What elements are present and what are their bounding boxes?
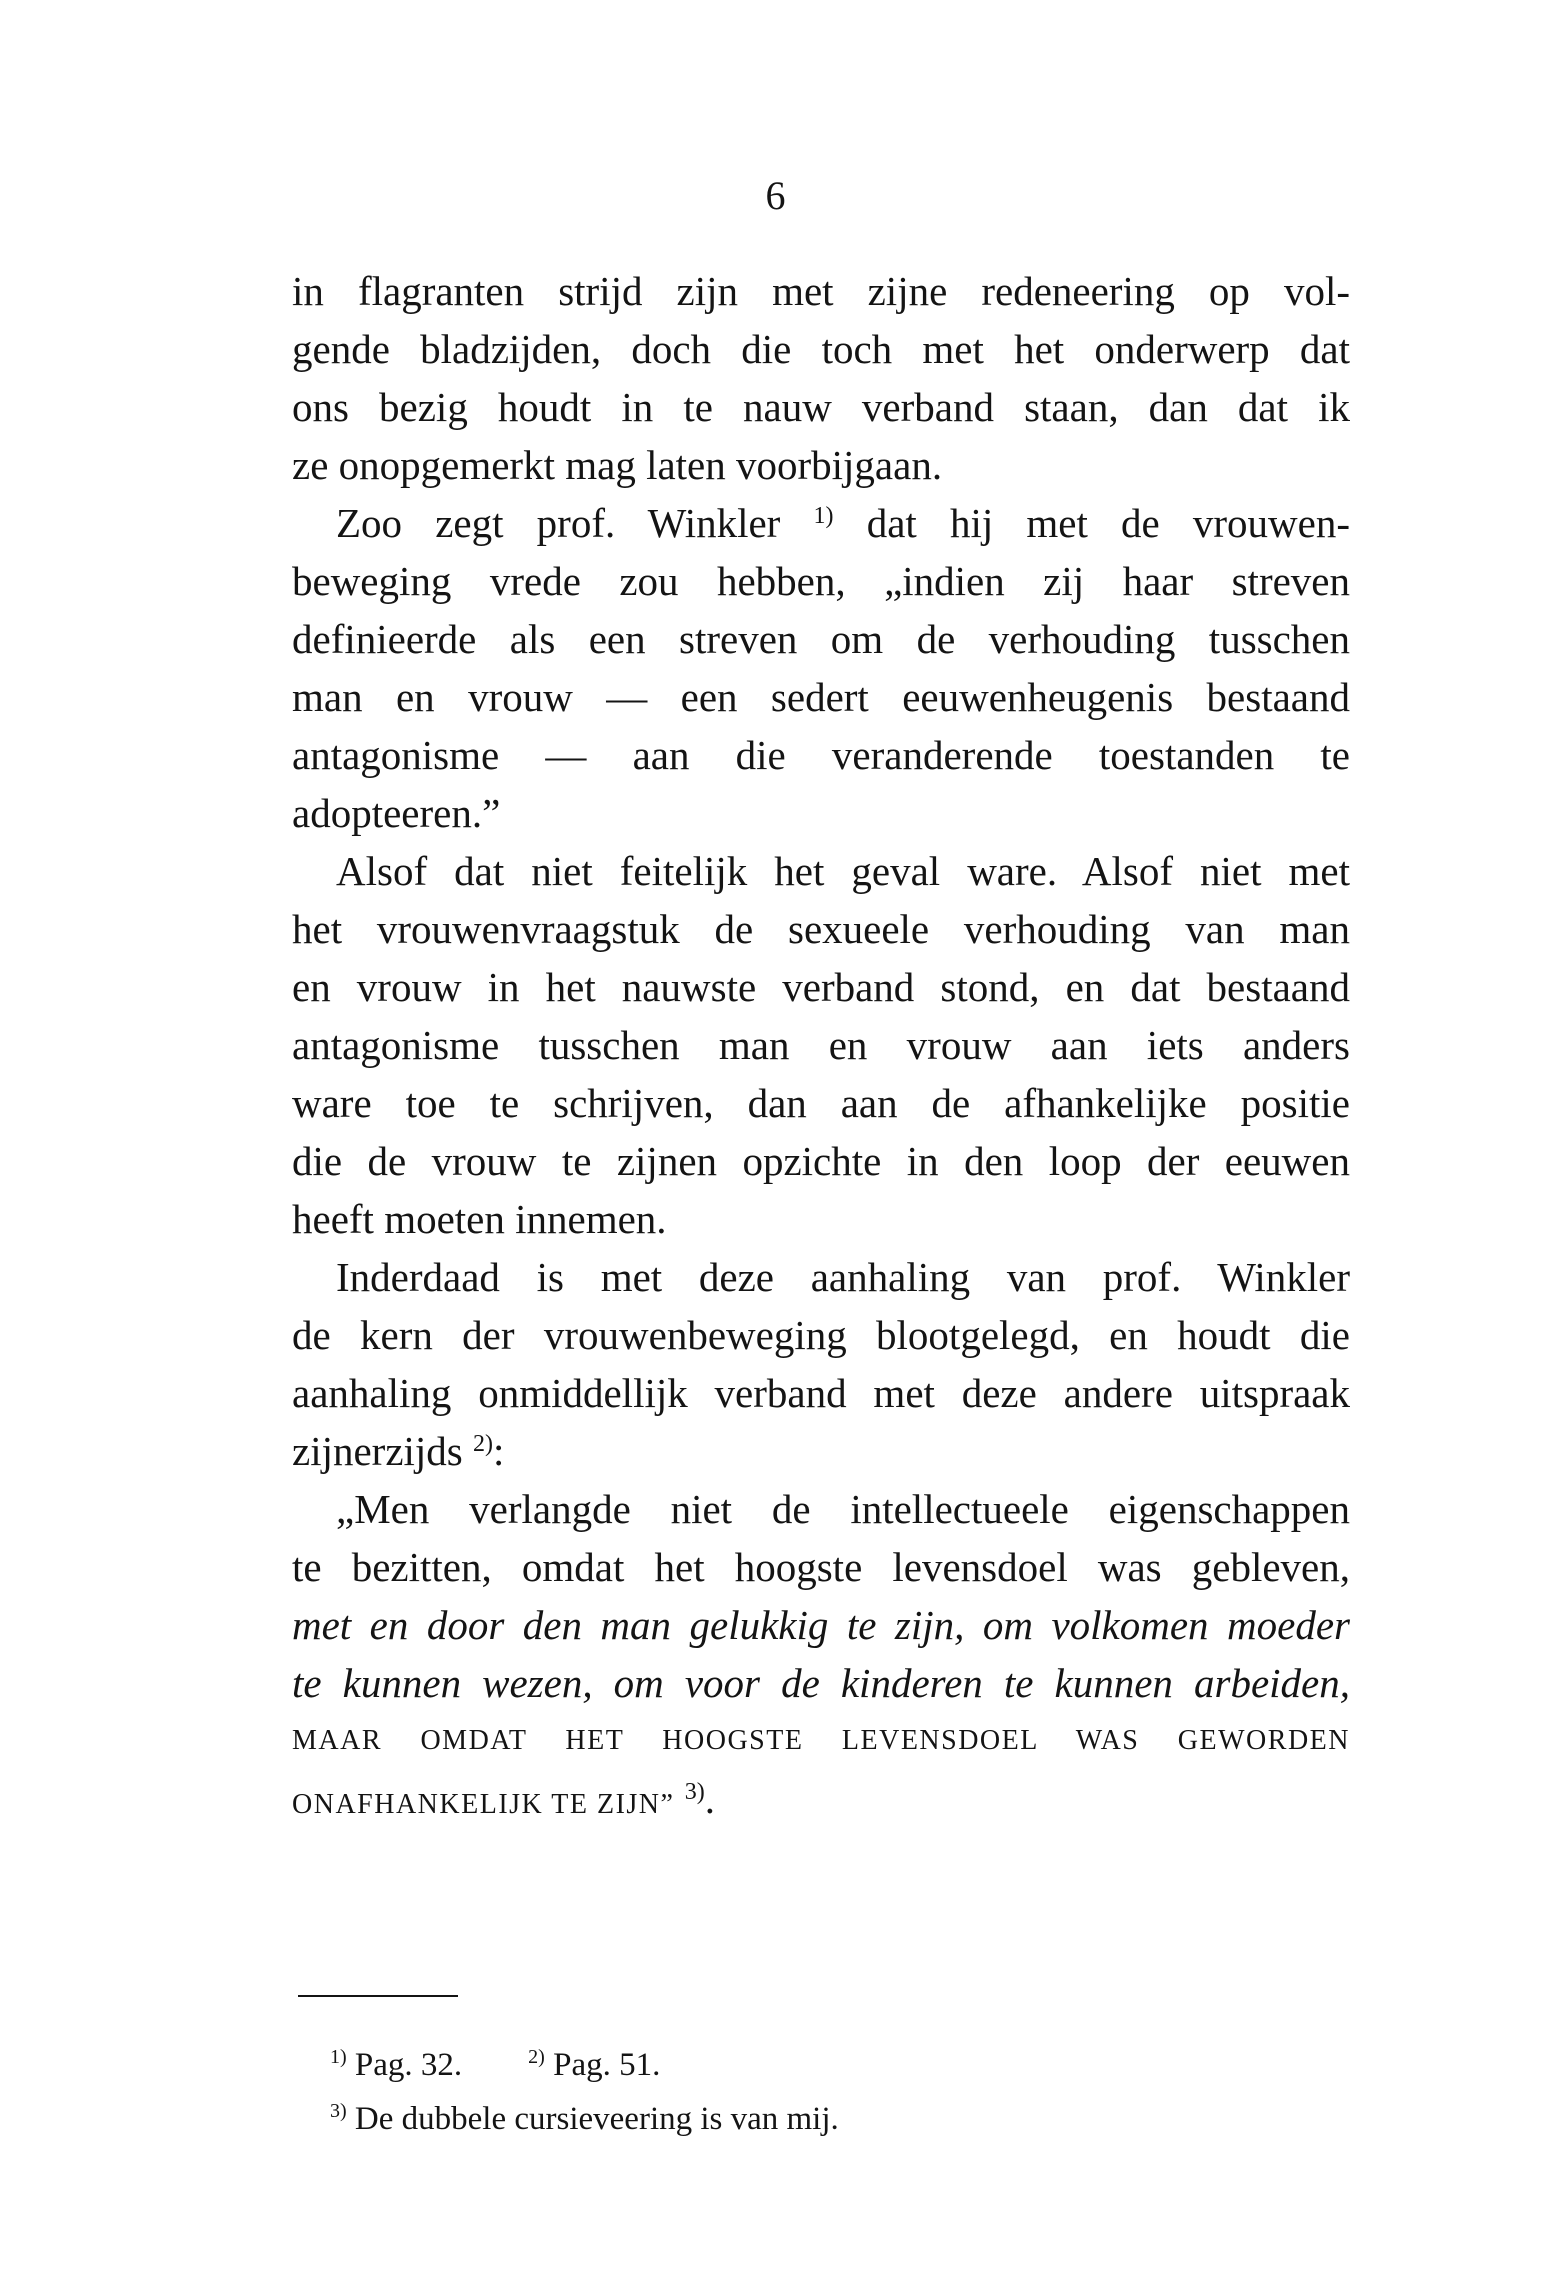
footnote-line <box>330 2038 839 2092</box>
text-line: adopteeren.” <box>292 790 501 836</box>
italic-line: te kunnen wezen, om voor de kinderen te kunnen arbeiden, <box>292 1660 1350 1706</box>
footnote-line <box>330 2092 839 2146</box>
text-line: het vrouwenvraagstuk de sexueele verhouding van man <box>292 906 1350 952</box>
text-line: ze onopgemerkt mag laten voorbijgaan. <box>292 442 943 488</box>
footnote-text: Pag. 32. <box>354 2047 463 2083</box>
text-line: antagonisme tusschen man en vrouw aan iets anders <box>292 1022 1350 1068</box>
paragraph-5-quote <box>292 1480 1350 1828</box>
paragraph-4 <box>292 1248 1350 1480</box>
text-line: die de vrouw te zijnen opzichte in den loop der eeuwen <box>292 1138 1350 1184</box>
paragraph-2 <box>292 494 1350 842</box>
text-segment: . <box>704 1776 715 1822</box>
text-line: aanhaling onmiddellijk verband met deze andere uitspraak <box>292 1370 1350 1416</box>
text-line: „Men verlangde niet de intellectueele eigenschappen <box>336 1486 1350 1532</box>
text-segment: dat hij met de vrouwen- <box>866 500 1351 546</box>
text-line: ware toe te schrijven, dan aan de afhankelijke positie <box>292 1080 1350 1126</box>
text-line: Inderdaad is met deze aanhaling van prof. Winkler <box>336 1254 1350 1300</box>
text-line: beweging vrede zou hebben, „indien zij haar streven <box>292 558 1350 604</box>
body-text <box>292 262 1350 1828</box>
footnote-marker: 2) <box>528 2046 545 2068</box>
footnote-text: Pag. 51. <box>553 2047 661 2083</box>
paragraph-1 <box>292 262 1350 494</box>
text-line: de kern der vrouwenbeweging blootgelegd, en houdt die <box>292 1312 1350 1358</box>
footnotes <box>330 2038 839 2146</box>
footnote-marker: 3) <box>330 2100 347 2122</box>
text-line <box>292 1770 1350 1828</box>
text-line: in flagranten strijd zijn met zijne redeneering op vol- <box>292 268 1350 314</box>
text-line: man en vrouw — een sedert eeuwenheugenis bestaand <box>292 674 1350 720</box>
text-line: ons bezig houdt in te nauw verband staan, dan dat ik <box>292 384 1350 430</box>
text-segment: Zoo zegt prof. Winkler <box>336 500 781 546</box>
text-line: antagonisme — aan die veranderende toestanden te <box>292 732 1350 778</box>
small-caps-line: MAAR OMDAT HET HOOGSTE LEVENSDOEL WAS GEWORDEN <box>292 1725 1350 1756</box>
footnote-marker: 1) <box>330 2046 347 2068</box>
text-line: definieerde als een streven om de verhouding tusschen <box>292 616 1350 662</box>
italic-line: met en door den man gelukkig te zijn, om volkomen moeder <box>292 1602 1350 1648</box>
text-line <box>292 1422 1350 1480</box>
footnote-text: De dubbele cursieveering is van mij. <box>354 2101 839 2137</box>
paragraph-3 <box>292 842 1350 1248</box>
text-line: te bezitten, omdat het hoogste levensdoel was gebleven, <box>292 1544 1350 1590</box>
text-line <box>292 494 1350 552</box>
footnote-divider <box>298 1995 458 1997</box>
text-line: Alsof dat niet feitelijk het geval ware. Alsof niet met <box>336 848 1350 894</box>
text-segment: : <box>493 1428 505 1474</box>
text-line: gende bladzijden, doch die toch met het onderwerp dat <box>292 326 1350 372</box>
footnote-ref-3: 3) <box>684 1779 705 1805</box>
footnote-ref-2: 2) <box>473 1431 494 1457</box>
text-segment: zijnerzijds <box>292 1428 463 1474</box>
small-caps-segment: ONAFHANKELIJK TE ZIJN” <box>292 1789 675 1820</box>
text-line: en vrouw in het nauwste verband stond, en dat bestaand <box>292 964 1350 1010</box>
footnote-ref-1: 1) <box>813 503 834 529</box>
page-number: 6 <box>765 173 786 218</box>
text-line: heeft moeten innemen. <box>292 1196 667 1242</box>
